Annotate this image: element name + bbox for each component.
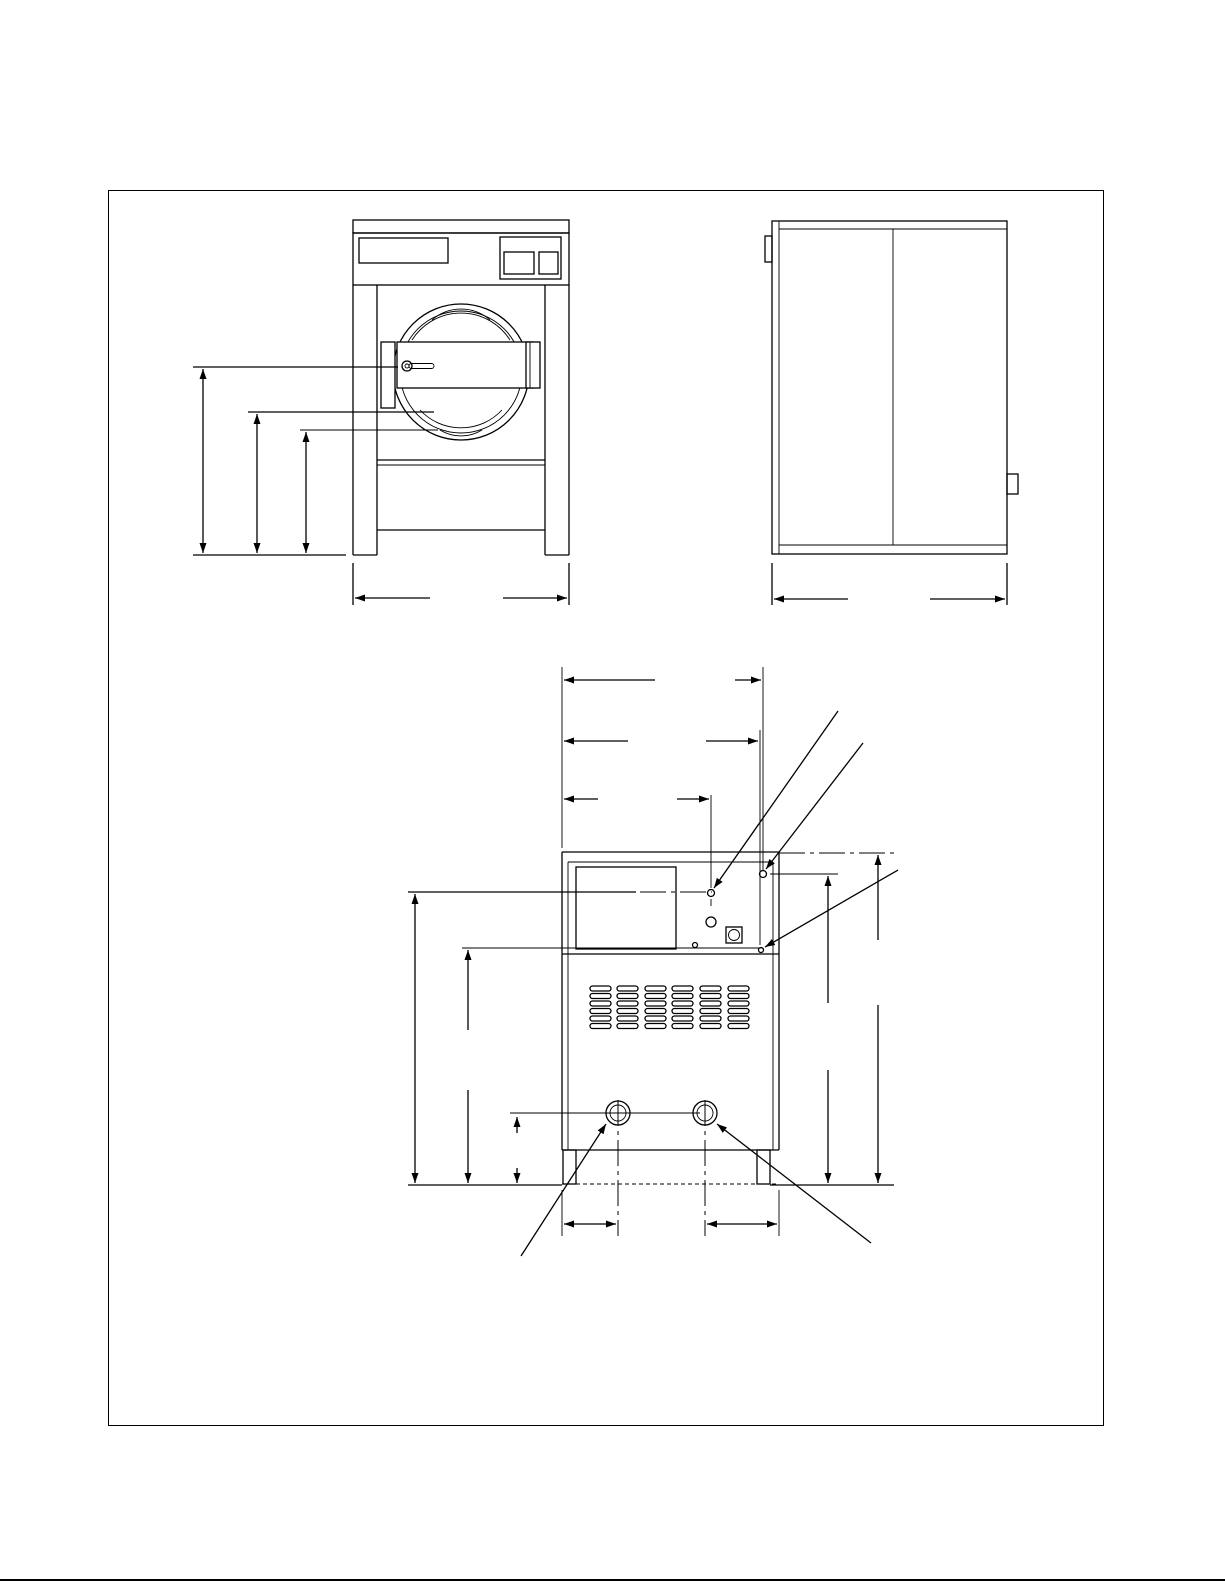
vent-slot	[672, 1024, 693, 1029]
vent-slot	[617, 1024, 638, 1029]
side-view	[765, 221, 1018, 605]
vent-slot	[728, 1001, 749, 1006]
vent-slot	[590, 1009, 611, 1014]
vent-slot	[645, 1016, 666, 1021]
vent-slot	[672, 986, 693, 991]
vent-grille	[590, 986, 749, 1029]
vent-slot	[645, 1009, 666, 1014]
rear-port-middle	[706, 917, 716, 927]
vent-slot	[728, 1009, 749, 1014]
rear-fitting	[1007, 474, 1018, 494]
vent-slot	[645, 986, 666, 991]
door	[381, 304, 540, 440]
vent-slot	[728, 994, 749, 999]
vent-slot	[590, 1024, 611, 1029]
rear-port-top-right	[760, 871, 767, 878]
vent-slot	[590, 994, 611, 999]
rear-port-upper	[708, 890, 715, 897]
front-control-knob	[765, 236, 772, 262]
rear-foot-right	[757, 1150, 770, 1184]
vent-slot	[617, 1009, 638, 1014]
vent-slot	[590, 1001, 611, 1006]
vent-slot	[700, 994, 721, 999]
vent-slot	[590, 1016, 611, 1021]
vent-slot	[700, 1016, 721, 1021]
control-button-left	[504, 252, 534, 274]
leader-drain-left	[521, 1124, 606, 1256]
vent-slot	[672, 1016, 693, 1021]
vent-slot	[617, 1016, 638, 1021]
vent-slot	[700, 1009, 721, 1014]
rear-access-panel	[576, 867, 676, 949]
vent-slot	[590, 986, 611, 991]
vent-slot	[700, 986, 721, 991]
control-button-right	[539, 252, 558, 274]
rear-foot-left	[563, 1150, 576, 1184]
vent-slot	[672, 1009, 693, 1014]
vent-slot	[728, 986, 749, 991]
vent-slot	[728, 1016, 749, 1021]
vent-slot	[617, 1001, 638, 1006]
vent-slot	[672, 994, 693, 999]
vent-slot	[700, 1001, 721, 1006]
vent-slot	[672, 1001, 693, 1006]
vent-slot	[645, 1001, 666, 1006]
vent-slot	[617, 986, 638, 991]
vent-slot	[728, 1024, 749, 1029]
vent-slot	[645, 1024, 666, 1029]
leader-drain-right	[717, 1124, 871, 1243]
control-box	[500, 237, 561, 279]
display-window	[359, 238, 448, 263]
vent-slot	[645, 994, 666, 999]
leader-top-right-port	[766, 743, 863, 869]
rear-view	[408, 667, 898, 1256]
front-view	[193, 220, 569, 605]
vent-slot	[700, 1024, 721, 1029]
vent-slot	[617, 994, 638, 999]
